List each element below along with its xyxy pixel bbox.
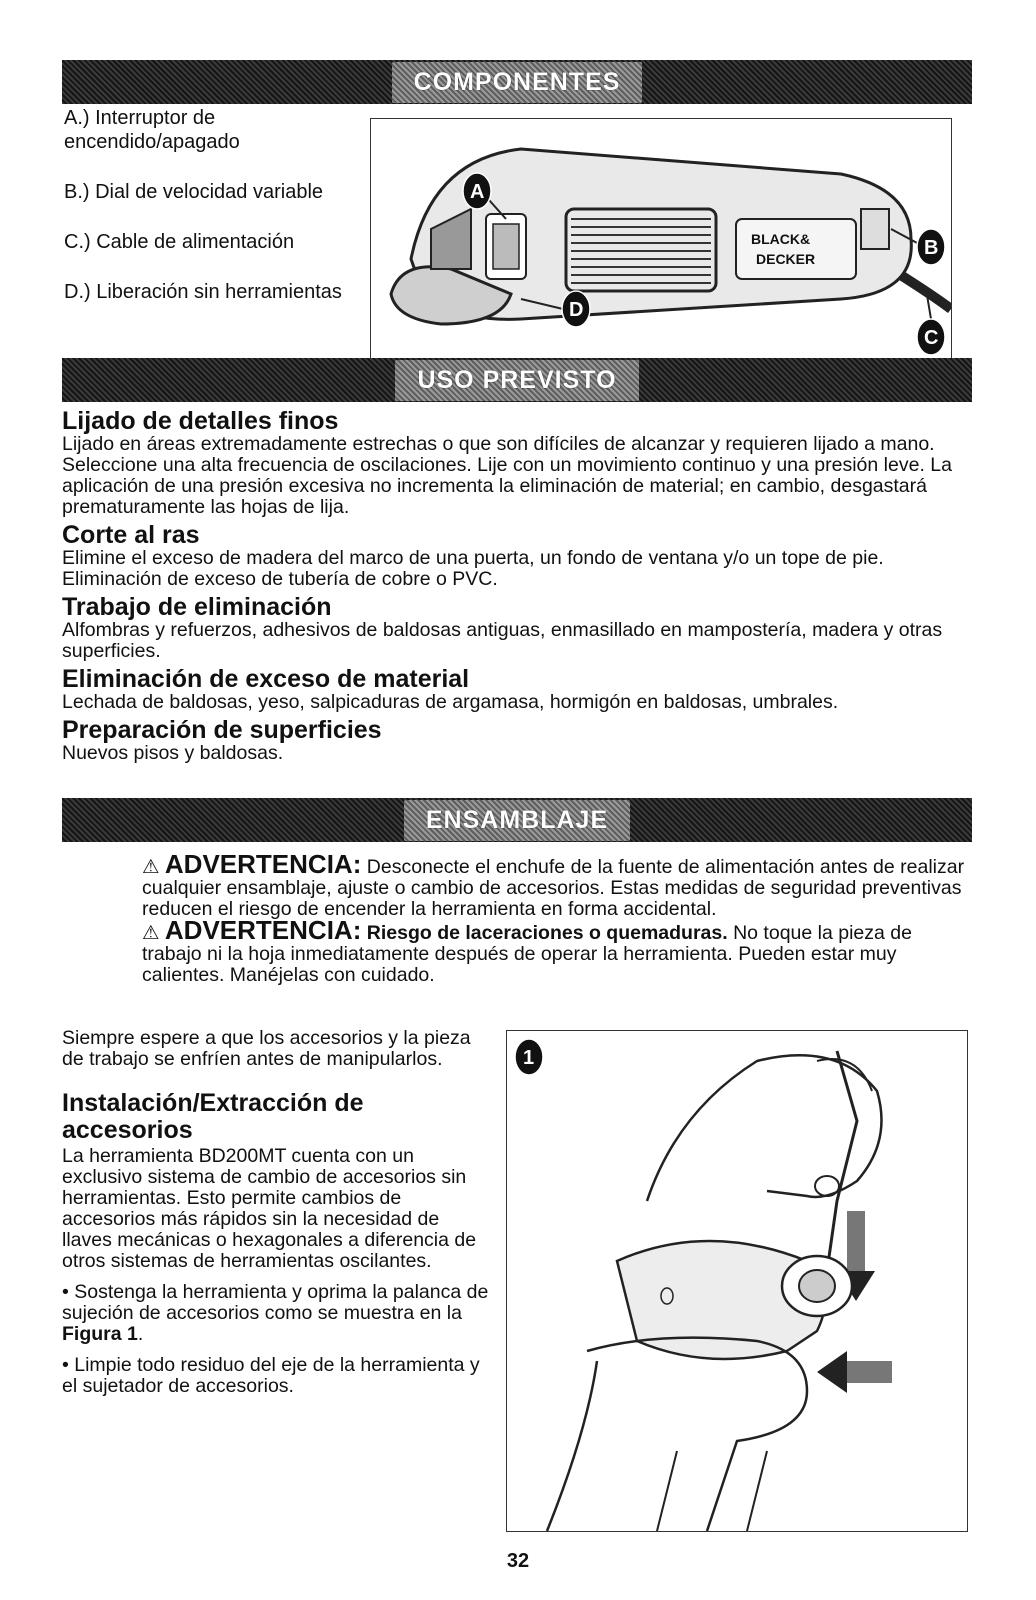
install-bullet-1-pre: • Sostenga la herramienta y oprima la palanca de sujeción de accesorios como se muestra en la	[62, 1281, 489, 1324]
callout-c-label: C	[924, 327, 939, 349]
use-title: Preparación de superficies	[62, 716, 382, 744]
use-text: Lijado en áreas extremadamente estrechas o que son difíciles de alcanzar y requieren lijado a mano. Seleccione una alta frecuencia de oscilaciones. Lije con un movimiento continuo y una presión leve. La aplicación de una presión excesiva no incrementa la eliminación de material; en cambio, desgastará prematuramente las hojas de lija.	[62, 433, 952, 518]
callout-a	[463, 173, 491, 209]
figure-1-callout	[515, 1039, 543, 1075]
section-header-label: ENSAMBLAJE	[404, 800, 630, 841]
components-list	[64, 106, 364, 330]
install-title: Instalación/Extracción de accesorios	[62, 1089, 364, 1144]
warning-2-bold: Riesgo de laceraciones o quemaduras.	[361, 922, 728, 944]
component-item-d: D.) Liberación sin herramientas	[64, 281, 342, 303]
use-text: Alfombras y refuerzos, adhesivos de baldosas antiguas, enmasillado en mampostería, madera y otras superficies.	[62, 619, 943, 662]
warning-2-continuation: Siempre espere a que los accesorios y la pieza de trabajo se enfríen antes de manipularlos.	[62, 1027, 471, 1070]
use-title: Lijado de detalles finos	[62, 407, 339, 435]
warning-1	[142, 849, 972, 920]
install-bullet-1-post: .	[137, 1323, 144, 1345]
callout-d	[562, 291, 590, 327]
install-text: La herramienta BD200MT cuenta con un exclusivo sistema de cambio de accesorios sin herramientas. Esto permite cambios de accesorios más rápidos sin la necesidad de llaves mecánicas o hexagonales a diferencia de otros sistemas de herramientas oscilantes.	[62, 1145, 477, 1272]
install-bullet-1	[62, 1282, 492, 1345]
section-header-ensamblaje	[62, 798, 972, 842]
callout-d-label: D	[569, 299, 584, 321]
section-header-label: USO PREVISTO	[395, 360, 638, 401]
warning-triangle-icon: ⚠	[142, 922, 160, 944]
section-header-label: COMPONENTES	[392, 62, 643, 103]
figure-1	[506, 1030, 968, 1532]
use-title: Trabajo de eliminación	[62, 593, 332, 621]
component-item-a: A.) Interruptor de encendido/apagado	[64, 107, 240, 153]
brand-text-line2: DECKER	[756, 251, 816, 267]
callout-a-label: A	[470, 181, 485, 203]
warning-2-label: ADVERTENCIA:	[164, 915, 362, 945]
use-text: Elimine el exceso de madera del marco de una puerta, un fondo de ventana y/o un tope de pie. Eliminación de exceso de tubería de cobre o PVC.	[62, 547, 884, 590]
install-bullet-1-bold: Figura 1	[62, 1323, 138, 1345]
install-column	[62, 1028, 492, 1397]
warning-2-text: No toque la pieza de trabajo ni la hoja inmediatamente después de operar la herramienta. Pueden estar muy calientes. Manéjelas con cuidado.	[142, 922, 912, 986]
figure-1-callout-label: 1	[523, 1047, 535, 1069]
use-title: Eliminación de exceso de material	[62, 665, 470, 693]
component-item-c: C.) Cable de alimentación	[64, 231, 295, 253]
page-number: 32	[506, 1550, 530, 1572]
warnings-block	[62, 849, 972, 986]
tool-figure	[370, 118, 952, 370]
uses-section	[62, 408, 972, 768]
warning-1-label: ADVERTENCIA:	[164, 849, 362, 879]
figure-1-illustration	[507, 1031, 967, 1531]
warning-2	[142, 915, 972, 986]
use-text: Nuevos pisos y baldosas.	[62, 742, 284, 764]
use-title: Corte al ras	[62, 521, 200, 549]
warning-triangle-icon: ⚠	[142, 856, 160, 878]
callout-b-label: B	[924, 237, 939, 259]
component-item-b: B.) Dial de velocidad variable	[64, 181, 324, 203]
brand-text-line1: BLACK&	[751, 231, 811, 247]
tool-illustration	[371, 119, 951, 369]
section-header-componentes	[62, 60, 972, 104]
callout-c	[917, 319, 945, 355]
section-header-uso-previsto	[62, 358, 972, 402]
callout-b	[917, 229, 945, 265]
warning-1-text: Desconecte el enchufe de la fuente de alimentación antes de realizar cualquier ensamblaje, ajuste o cambio de accesorios. Estas medidas de seguridad preventivas reducen el riesgo de encender la herramienta en forma accidental.	[142, 856, 965, 920]
install-bullet-2: • Limpie todo residuo del eje de la herramienta y el sujetador de accesorios.	[62, 1354, 480, 1397]
use-text: Lechada de baldosas, yeso, salpicaduras de argamasa, hormigón en baldosas, umbrales.	[62, 691, 839, 713]
